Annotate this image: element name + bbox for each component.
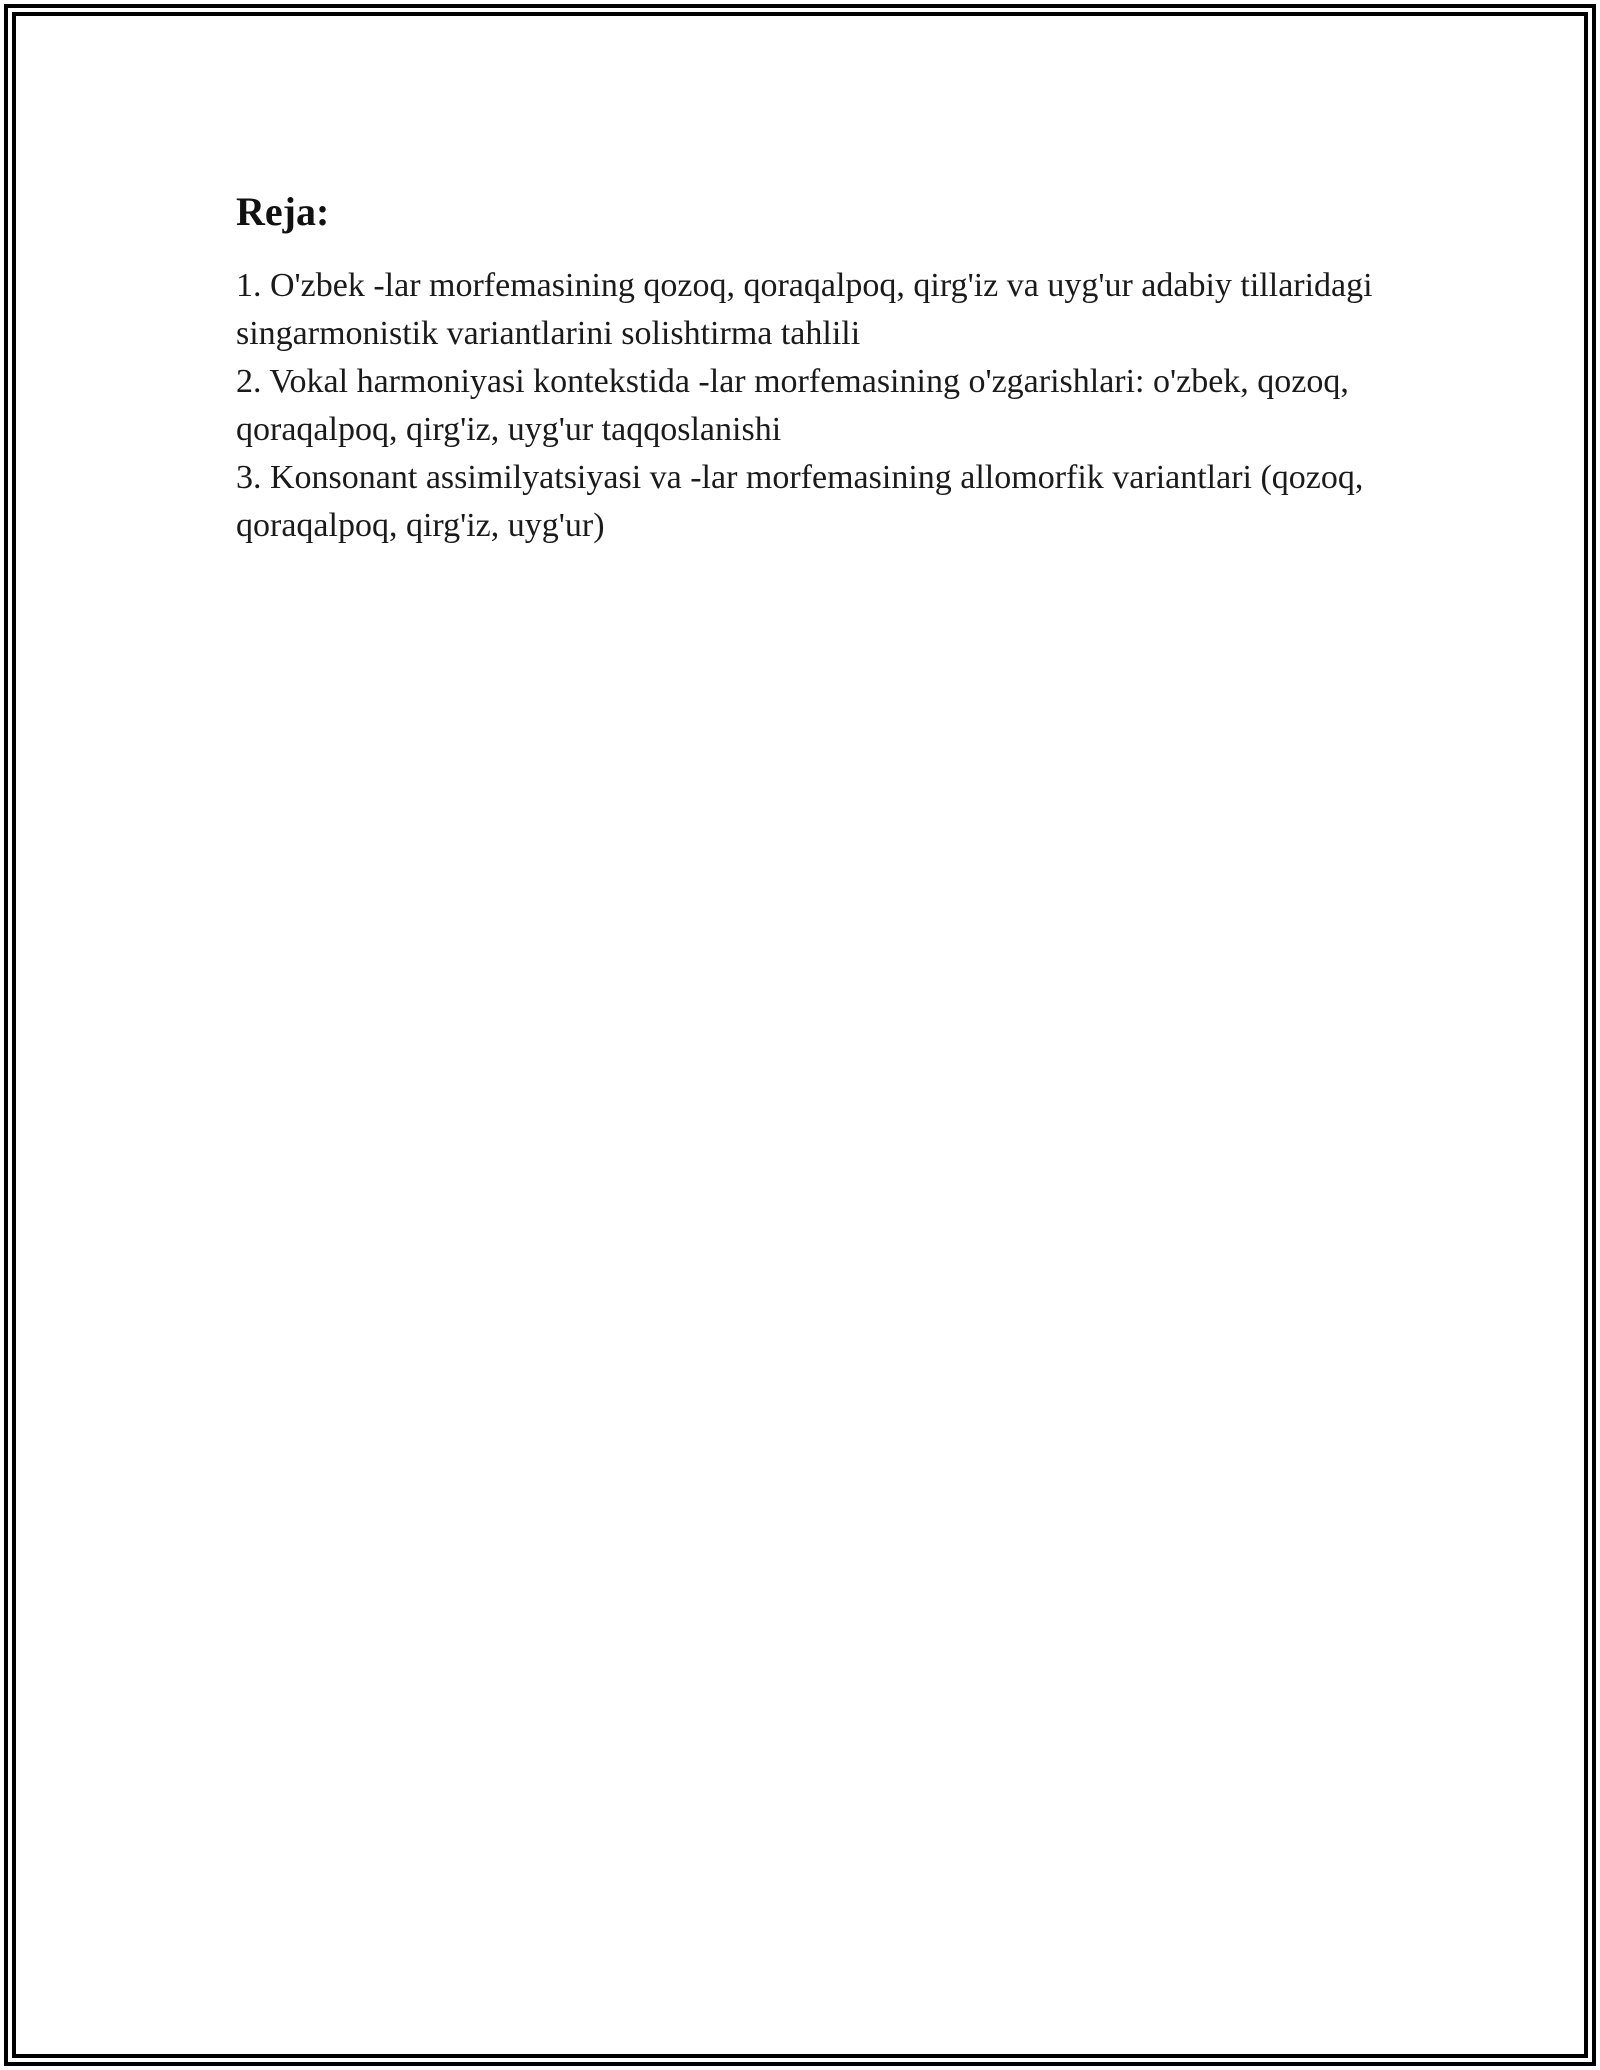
plan-item-1: 1. O'zbek -lar morfemasining qozoq, qoraqalpoq, qirg'iz va uyg'ur adabiy tillaridagi singarmonistik variantlarini solishtirma tahlili	[236, 267, 1373, 352]
plan-list	[236, 262, 1396, 550]
plan-item-2: 2. Vokal harmoniyasi kontekstida -lar morfemasining o'zgarishlari: o'zbek, qozoq, qoraqalpoq, qirg'iz, uyg'ur taqqoslanishi	[236, 363, 1349, 448]
plan-heading: Reja:	[236, 189, 330, 234]
plan-item-3: 3. Konsonant assimilyatsiyasi va -lar morfemasining allomorfik variantlari (qozoq, qoraqalpoq, qirg'iz, uyg'ur)	[236, 459, 1364, 544]
page-content	[236, 186, 1396, 550]
